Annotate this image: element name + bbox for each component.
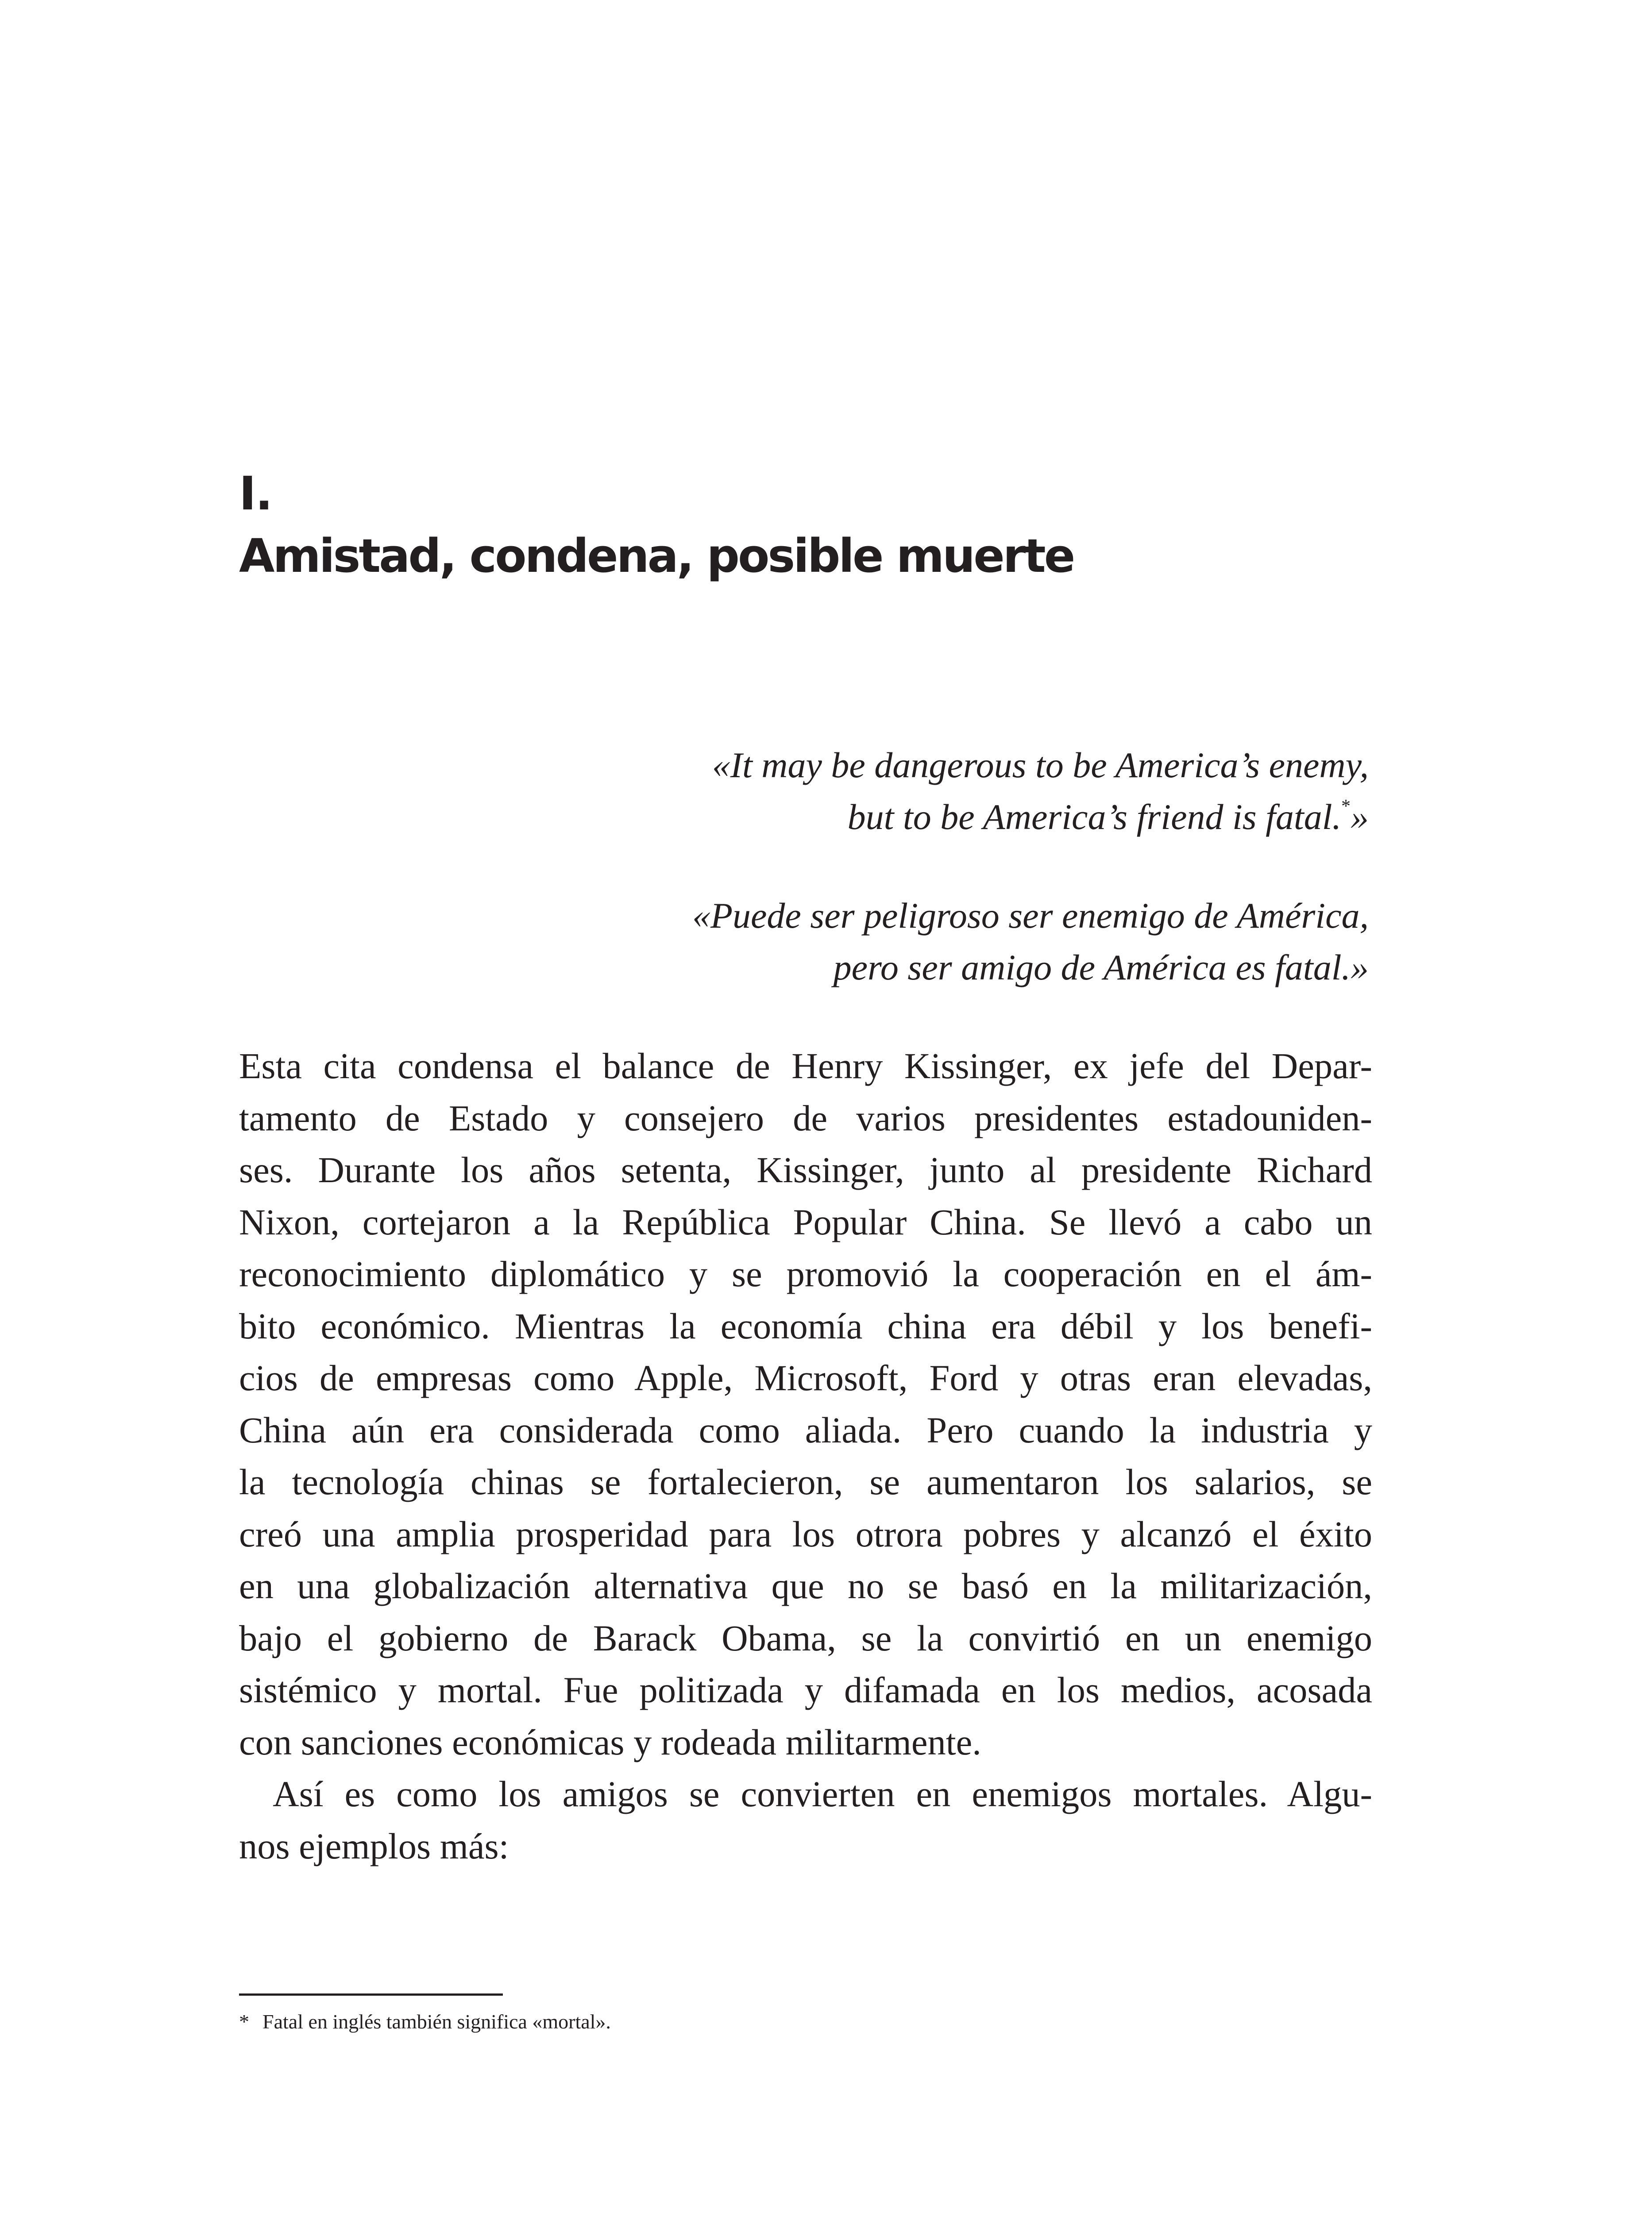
epigraph-spanish bbox=[692, 890, 1369, 993]
paragraph-2 bbox=[239, 1768, 1372, 1872]
body-line: Esta cita condensa el balance de Henry Kissinger, ex jefe del Depar- bbox=[239, 1045, 1372, 1086]
footnote bbox=[239, 2009, 611, 2035]
body-line: con sanciones económicas y rodeada militarmente. bbox=[239, 1721, 981, 1762]
epigraph-english-line-2 bbox=[712, 791, 1369, 843]
epigraph-english bbox=[712, 739, 1369, 843]
epigraph-english-line-1: «It may be dangerous to be America’s enemy, bbox=[712, 745, 1369, 785]
body-line: en una globalización alternativa que no se basó en la militarización, bbox=[239, 1565, 1372, 1606]
body-line: la tecnología chinas se fortalecieron, se aumentaron los salarios, se bbox=[239, 1461, 1372, 1502]
body-line: cios de empresas como Apple, Microsoft, Ford y otras eran elevadas, bbox=[239, 1357, 1372, 1398]
body-line: Nixon, cortejaron a la República Popular China. Se llevó a cabo un bbox=[239, 1201, 1372, 1242]
chapter-title: Amistad, condena, posible muerte bbox=[239, 529, 1074, 583]
body-line: China aún era considerada como aliada. Pero cuando la industria y bbox=[239, 1409, 1372, 1450]
body-line: creó una amplia prosperidad para los otrora pobres y alcanzó el éxito bbox=[239, 1513, 1372, 1554]
footnote-separator bbox=[239, 1993, 503, 1996]
body-line: tamento de Estado y consejero de varios presidentes estadouniden- bbox=[239, 1097, 1372, 1138]
body-line: ses. Durante los años setenta, Kissinger, junto al presidente Richard bbox=[239, 1149, 1372, 1190]
epigraph-spanish-line-2: pero ser amigo de América es fatal.» bbox=[833, 947, 1369, 987]
footnote-text: Fatal en inglés también significa «mortal». bbox=[262, 2010, 611, 2033]
paragraph-1 bbox=[239, 1040, 1372, 1768]
footnote-reference-mark: * bbox=[1341, 796, 1351, 817]
chapter-number: I. bbox=[239, 467, 272, 520]
epigraph-english-line-2-text: but to be America’s friend is fatal. bbox=[847, 797, 1341, 837]
body-line: sistémico y mortal. Fue politizada y difamada en los medios, acosada bbox=[239, 1669, 1372, 1710]
epigraph-english-close-quote: » bbox=[1351, 797, 1369, 837]
footnote-mark: * bbox=[239, 2010, 249, 2033]
body-line: reconocimiento diplomático y se promovió la cooperación en el ám- bbox=[239, 1253, 1372, 1294]
body-line: nos ejemplos más: bbox=[239, 1825, 509, 1866]
body-line: bito económico. Mientras la economía china era débil y los benefi- bbox=[239, 1305, 1372, 1346]
body-line: Así es como los amigos se convierten en enemigos mortales. Algu- bbox=[273, 1773, 1372, 1814]
body-text bbox=[239, 1040, 1372, 1872]
body-line: bajo el gobierno de Barack Obama, se la convirtió en un enemigo bbox=[239, 1617, 1372, 1658]
epigraph-spanish-line-1: «Puede ser peligroso ser enemigo de América, bbox=[692, 895, 1369, 936]
